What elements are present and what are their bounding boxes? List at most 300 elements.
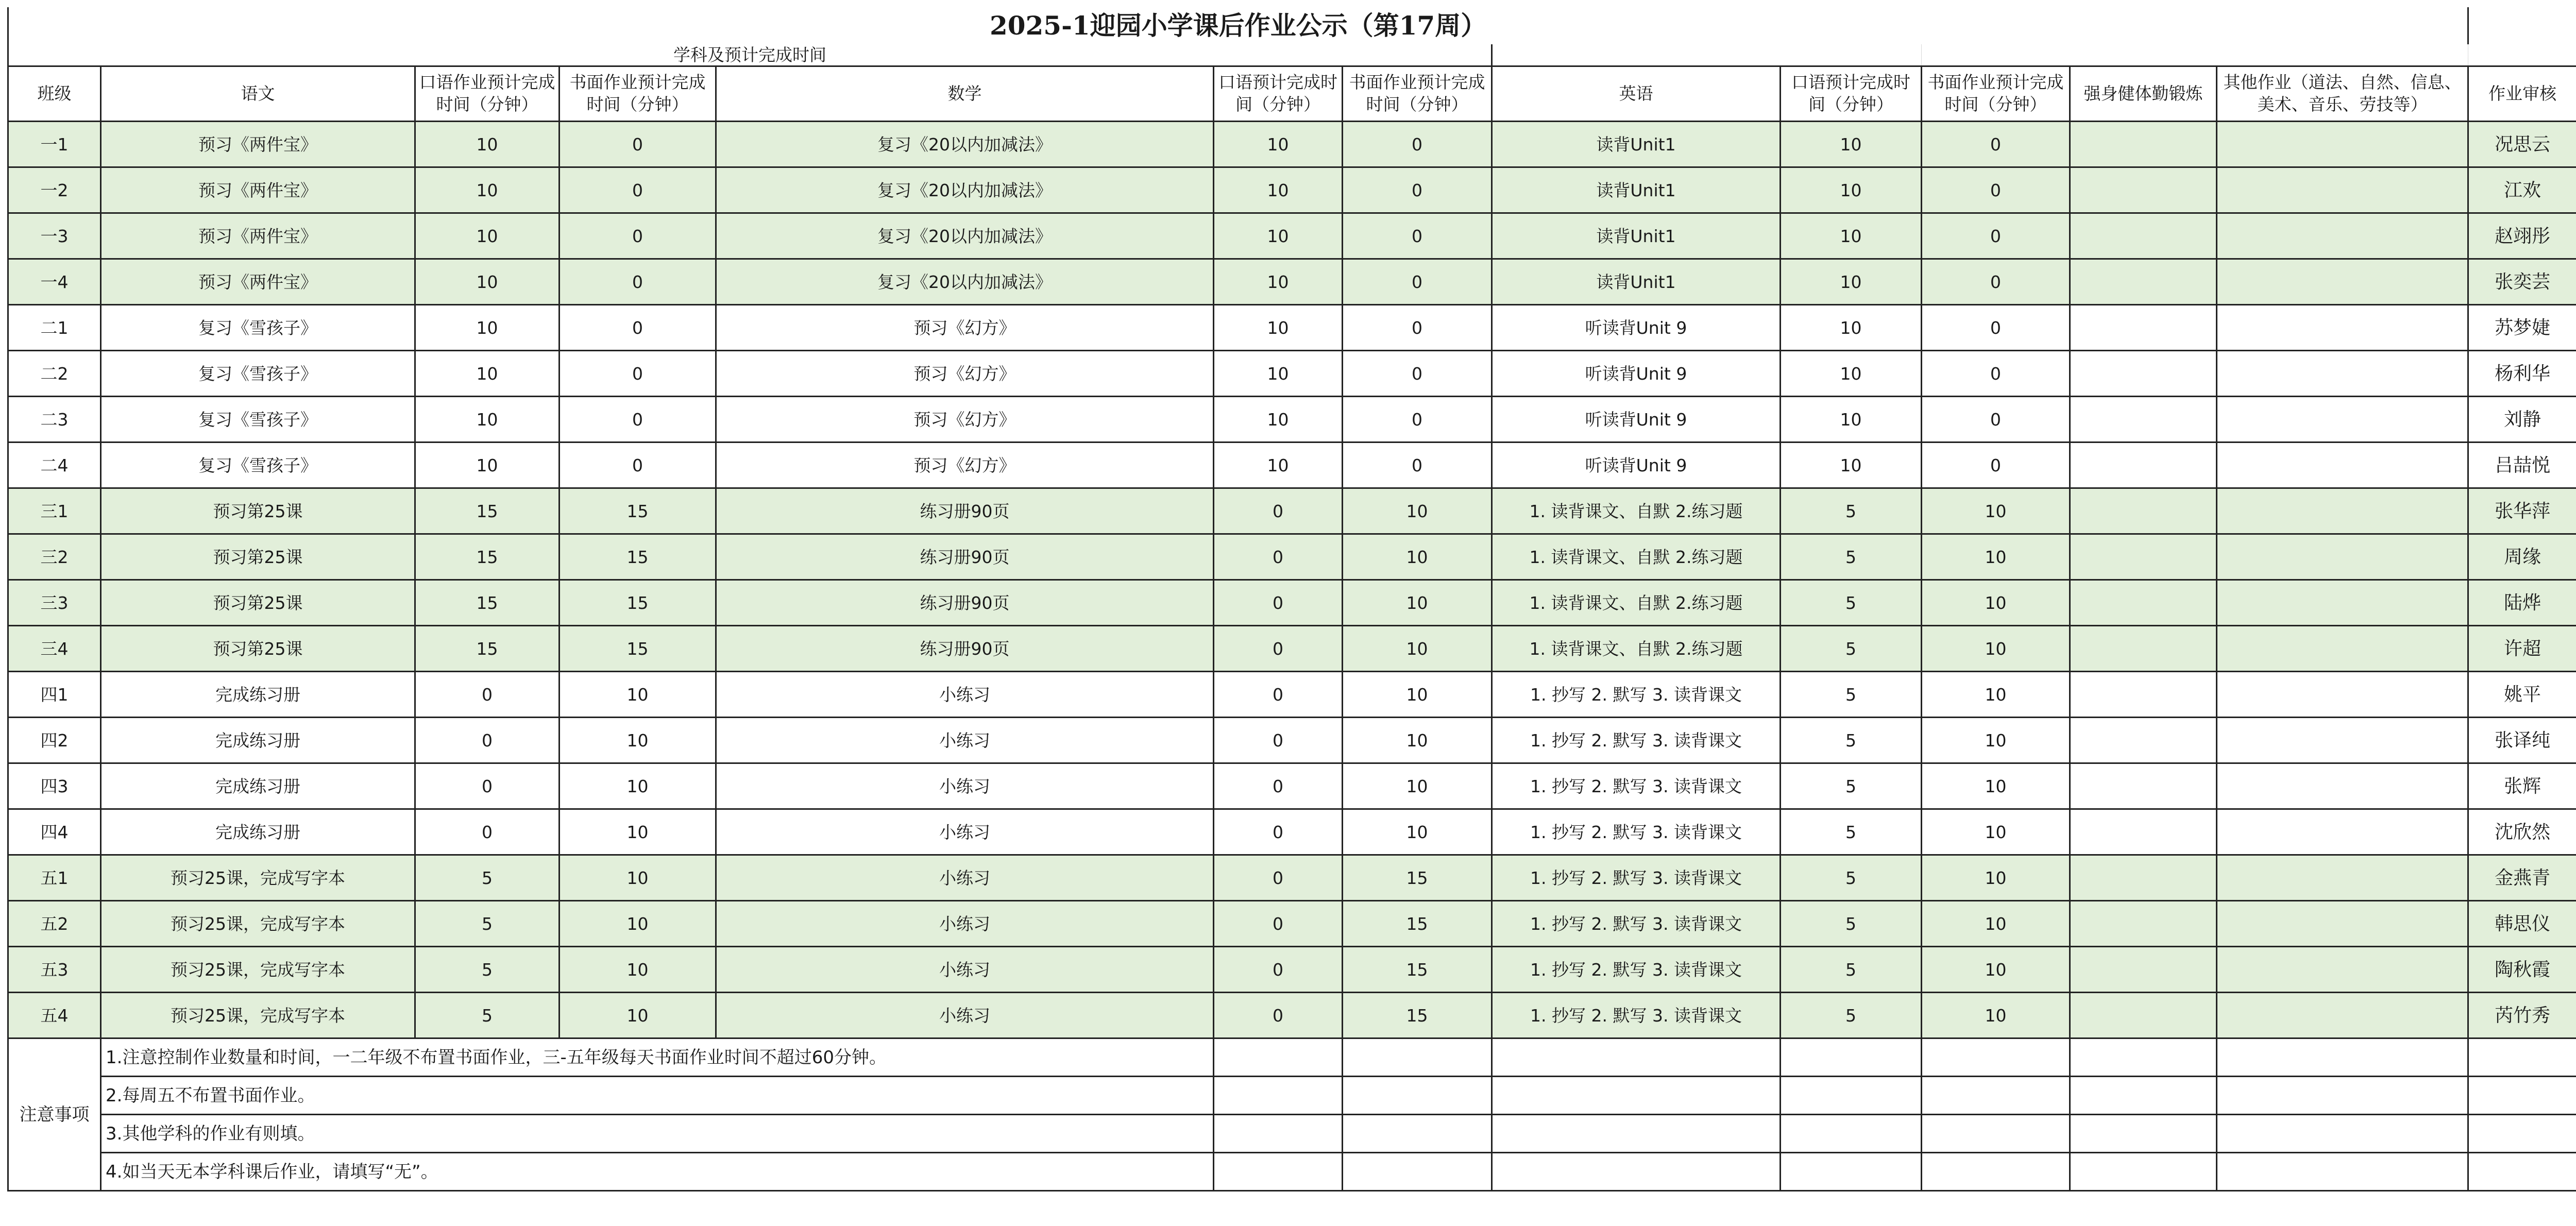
table-cell: 5 <box>415 901 560 947</box>
table-cell: 10 <box>1922 855 2070 901</box>
class-cell: 五3 <box>8 947 101 993</box>
table-cell: 15 <box>415 626 560 672</box>
table-cell: 10 <box>1781 442 1922 488</box>
table-cell: 5 <box>1781 763 1922 809</box>
table-cell: 小练习 <box>716 672 1214 718</box>
table-cell: 10 <box>1343 763 1492 809</box>
table-cell: 10 <box>1781 259 1922 305</box>
class-cell: 一3 <box>8 213 101 259</box>
reviewer-cell: 江欢 <box>2468 167 2576 213</box>
table-cell <box>2217 947 2468 993</box>
table-cell <box>2217 718 2468 763</box>
table-cell: 0 <box>1214 901 1343 947</box>
table-cell: 0 <box>415 718 560 763</box>
table-cell: 1. 读背课文、自默 2.练习题 <box>1492 580 1781 626</box>
table-cell <box>2217 580 2468 626</box>
table-cell: 复习《20以内加减法》 <box>716 259 1214 305</box>
table-cell: 15 <box>415 488 560 534</box>
note-text: 3.其他学科的作业有则填。 <box>101 1115 1214 1153</box>
table-cell: 0 <box>1214 947 1343 993</box>
note-text: 1.注意控制作业数量和时间，一二年级不布置书面作业，三-五年级每天书面作业时间不超过60分钟。 <box>101 1038 1214 1077</box>
table-row <box>8 855 2576 901</box>
table-cell: 0 <box>1922 213 2070 259</box>
table-cell: 0 <box>1343 397 1492 442</box>
class-cell: 三1 <box>8 488 101 534</box>
table-cell: 1. 抄写 2. 默写 3. 读背课文 <box>1492 718 1781 763</box>
table-cell <box>2217 993 2468 1038</box>
reviewer-cell: 沈欣然 <box>2468 809 2576 855</box>
note-blank-cell <box>2217 1038 2468 1077</box>
table-cell: 10 <box>415 167 560 213</box>
table-cell: 0 <box>1343 122 1492 167</box>
table-cell: 5 <box>415 993 560 1038</box>
table-cell: 5 <box>1781 672 1922 718</box>
reviewer-cell: 刘静 <box>2468 397 2576 442</box>
table-row <box>8 305 2576 351</box>
table-cell: 听读背Unit 9 <box>1492 351 1781 397</box>
table-cell: 10 <box>1781 305 1922 351</box>
table-cell: 15 <box>1343 947 1492 993</box>
table-cell: 15 <box>560 580 716 626</box>
table-cell: 15 <box>1343 993 1492 1038</box>
class-cell: 二2 <box>8 351 101 397</box>
table-cell <box>2070 213 2217 259</box>
note-row <box>8 1153 2576 1191</box>
reviewer-cell: 吕喆悦 <box>2468 442 2576 488</box>
class-cell: 一4 <box>8 259 101 305</box>
table-cell <box>2217 397 2468 442</box>
reviewer-cell: 况思云 <box>2468 122 2576 167</box>
table-cell: 5 <box>415 855 560 901</box>
table-row <box>8 672 2576 718</box>
table-cell: 5 <box>415 947 560 993</box>
table-cell: 预习《两件宝》 <box>101 213 415 259</box>
note-blank-cell <box>1492 1077 1781 1115</box>
table-row <box>8 259 2576 305</box>
reviewer-cell: 陆烨 <box>2468 580 2576 626</box>
table-cell: 预习《幻方》 <box>716 305 1214 351</box>
column-header: 语文 <box>101 66 415 122</box>
table-cell <box>2070 763 2217 809</box>
note-blank-cell <box>1343 1077 1492 1115</box>
table-cell: 10 <box>560 718 716 763</box>
table-cell <box>2217 259 2468 305</box>
table-cell: 10 <box>560 763 716 809</box>
table-cell: 复习《雪孩子》 <box>101 442 415 488</box>
class-cell: 三3 <box>8 580 101 626</box>
reviewer-cell: 张华萍 <box>2468 488 2576 534</box>
table-cell: 读背Unit1 <box>1492 167 1781 213</box>
table-cell: 练习册90页 <box>716 580 1214 626</box>
table-row <box>8 442 2576 488</box>
class-cell: 一1 <box>8 122 101 167</box>
table-cell: 10 <box>1781 122 1922 167</box>
table-row <box>8 993 2576 1038</box>
table-cell: 10 <box>1922 901 2070 947</box>
table-cell: 1. 抄写 2. 默写 3. 读背课文 <box>1492 855 1781 901</box>
table-cell <box>2070 305 2217 351</box>
table-cell: 复习《雪孩子》 <box>101 351 415 397</box>
table-cell: 预习25课，完成写字本 <box>101 901 415 947</box>
note-blank-cell <box>1922 1077 2070 1115</box>
column-header: 口语作业预计完成时间（分钟） <box>415 66 560 122</box>
class-cell: 五4 <box>8 993 101 1038</box>
table-cell: 预习《两件宝》 <box>101 122 415 167</box>
table-row <box>8 213 2576 259</box>
table-cell: 复习《雪孩子》 <box>101 397 415 442</box>
table-row <box>8 534 2576 580</box>
column-header: 作业审核 <box>2468 66 2576 122</box>
table-cell: 练习册90页 <box>716 626 1214 672</box>
table-cell: 0 <box>1343 442 1492 488</box>
table-cell <box>2217 672 2468 718</box>
note-blank-cell <box>1492 1115 1781 1153</box>
note-blank-cell <box>1781 1115 1922 1153</box>
table-cell: 读背Unit1 <box>1492 213 1781 259</box>
table-cell <box>2217 213 2468 259</box>
column-header: 口语预计完成时间（分钟） <box>1214 66 1343 122</box>
class-cell: 四3 <box>8 763 101 809</box>
table-cell <box>2070 122 2217 167</box>
note-blank-cell <box>2070 1038 2217 1077</box>
table-cell: 0 <box>415 809 560 855</box>
table-cell: 读背Unit1 <box>1492 122 1781 167</box>
table-cell: 15 <box>560 534 716 580</box>
column-header: 其他作业（道法、自然、信息、美术、音乐、劳技等） <box>2217 66 2468 122</box>
subheader-row <box>8 44 2576 66</box>
table-cell: 10 <box>1781 167 1922 213</box>
table-cell: 0 <box>560 305 716 351</box>
table-cell <box>2217 626 2468 672</box>
table-cell: 1. 读背课文、自默 2.练习题 <box>1492 626 1781 672</box>
table-cell: 10 <box>1214 351 1343 397</box>
subheader-blank-cell <box>1492 44 1922 66</box>
table-cell <box>2070 397 2217 442</box>
table-cell: 预习第25课 <box>101 626 415 672</box>
table-cell <box>2070 993 2217 1038</box>
table-cell: 0 <box>1343 259 1492 305</box>
note-row <box>8 1077 2576 1115</box>
note-blank-cell <box>1922 1153 2070 1191</box>
table-cell: 预习25课，完成写字本 <box>101 947 415 993</box>
table-cell: 10 <box>560 809 716 855</box>
table-cell: 5 <box>1781 534 1922 580</box>
table-cell: 0 <box>1922 305 2070 351</box>
table-row <box>8 947 2576 993</box>
table-cell <box>2070 580 2217 626</box>
class-cell: 四4 <box>8 809 101 855</box>
table-cell <box>2217 763 2468 809</box>
note-row <box>8 1038 2576 1077</box>
table-row <box>8 167 2576 213</box>
table-cell: 0 <box>1214 672 1343 718</box>
table-cell: 1. 读背课文、自默 2.练习题 <box>1492 534 1781 580</box>
table-cell: 10 <box>1781 397 1922 442</box>
table-cell: 0 <box>1922 259 2070 305</box>
table-cell <box>2070 488 2217 534</box>
table-cell: 15 <box>560 626 716 672</box>
table-cell <box>2070 947 2217 993</box>
table-cell: 10 <box>1781 351 1922 397</box>
note-blank-cell <box>2217 1077 2468 1115</box>
note-blank-cell <box>2070 1077 2217 1115</box>
table-cell: 1. 抄写 2. 默写 3. 读背课文 <box>1492 901 1781 947</box>
table-cell: 完成练习册 <box>101 718 415 763</box>
table-cell <box>2217 488 2468 534</box>
note-blank-cell <box>2217 1153 2468 1191</box>
note-blank-cell <box>1922 1038 2070 1077</box>
table-cell: 10 <box>560 672 716 718</box>
table-cell: 小练习 <box>716 809 1214 855</box>
table-cell: 15 <box>1343 901 1492 947</box>
reviewer-cell: 赵翊彤 <box>2468 213 2576 259</box>
table-cell <box>2070 259 2217 305</box>
table-cell: 15 <box>415 534 560 580</box>
table-cell: 预习25课，完成写字本 <box>101 855 415 901</box>
table-cell: 小练习 <box>716 855 1214 901</box>
table-cell: 10 <box>560 901 716 947</box>
reviewer-cell: 许超 <box>2468 626 2576 672</box>
reviewer-cell: 杨利华 <box>2468 351 2576 397</box>
table-cell: 10 <box>1922 626 2070 672</box>
table-body <box>8 7 2576 1191</box>
class-cell: 五1 <box>8 855 101 901</box>
reviewer-cell: 周缘 <box>2468 534 2576 580</box>
table-cell: 0 <box>1214 626 1343 672</box>
table-cell: 0 <box>1214 488 1343 534</box>
table-cell: 1. 抄写 2. 默写 3. 读背课文 <box>1492 672 1781 718</box>
subheader-text: 学科及预计完成时间 <box>8 44 1492 66</box>
table-cell: 1. 抄写 2. 默写 3. 读背课文 <box>1492 809 1781 855</box>
column-header: 英语 <box>1492 66 1781 122</box>
table-cell: 0 <box>560 122 716 167</box>
table-cell: 0 <box>560 397 716 442</box>
reviewer-cell: 金燕青 <box>2468 855 2576 901</box>
note-blank-cell <box>2468 1153 2576 1191</box>
reviewer-cell: 陶秋霞 <box>2468 947 2576 993</box>
table-cell: 10 <box>1214 305 1343 351</box>
reviewer-cell: 张辉 <box>2468 763 2576 809</box>
reviewer-cell: 张译纯 <box>2468 718 2576 763</box>
table-cell: 0 <box>1214 580 1343 626</box>
table-cell: 练习册90页 <box>716 534 1214 580</box>
table-cell: 10 <box>1214 397 1343 442</box>
table-cell: 10 <box>560 993 716 1038</box>
table-cell: 10 <box>560 947 716 993</box>
table-cell: 0 <box>1922 397 2070 442</box>
class-cell: 一2 <box>8 167 101 213</box>
table-row <box>8 122 2576 167</box>
table-cell <box>2217 442 2468 488</box>
column-header: 数学 <box>716 66 1214 122</box>
table-cell: 10 <box>1343 809 1492 855</box>
note-blank-cell <box>2468 1077 2576 1115</box>
table-cell: 10 <box>560 855 716 901</box>
table-row <box>8 809 2576 855</box>
note-blank-cell <box>1781 1038 1922 1077</box>
table-cell: 1. 抄写 2. 默写 3. 读背课文 <box>1492 993 1781 1038</box>
table-cell <box>2217 855 2468 901</box>
table-cell: 10 <box>415 305 560 351</box>
table-cell: 10 <box>1343 580 1492 626</box>
table-cell: 10 <box>1214 122 1343 167</box>
table-cell: 10 <box>1922 488 2070 534</box>
table-cell: 15 <box>1343 855 1492 901</box>
table-cell: 10 <box>1343 626 1492 672</box>
table-cell: 0 <box>560 167 716 213</box>
table-cell: 复习《20以内加减法》 <box>716 122 1214 167</box>
table-cell: 10 <box>415 213 560 259</box>
table-cell <box>2217 167 2468 213</box>
note-blank-cell <box>1214 1038 1343 1077</box>
table-cell <box>2070 626 2217 672</box>
table-cell: 1. 读背课文、自默 2.练习题 <box>1492 488 1781 534</box>
table-cell: 预习《幻方》 <box>716 442 1214 488</box>
column-header-row <box>8 66 2576 122</box>
table-cell: 10 <box>1922 718 2070 763</box>
note-blank-cell <box>2468 1115 2576 1153</box>
note-blank-cell <box>2070 1153 2217 1191</box>
table-cell: 0 <box>1343 167 1492 213</box>
column-header: 书面作业预计完成时间（分钟） <box>560 66 716 122</box>
table-cell: 5 <box>1781 488 1922 534</box>
table-cell: 完成练习册 <box>101 672 415 718</box>
table-cell: 5 <box>1781 993 1922 1038</box>
table-cell: 10 <box>1922 534 2070 580</box>
table-cell: 0 <box>560 442 716 488</box>
table-cell: 10 <box>1343 718 1492 763</box>
table-cell: 0 <box>560 213 716 259</box>
table-cell: 5 <box>1781 855 1922 901</box>
page-title: 2025-1迎园小学课后作业公示（第17周） <box>8 7 2468 44</box>
reviewer-cell: 苏梦婕 <box>2468 305 2576 351</box>
table-cell: 预习25课，完成写字本 <box>101 993 415 1038</box>
table-cell <box>2217 534 2468 580</box>
column-header: 书面作业预计完成时间（分钟） <box>1343 66 1492 122</box>
table-cell: 10 <box>1922 580 2070 626</box>
table-cell: 10 <box>415 397 560 442</box>
table-cell: 复习《雪孩子》 <box>101 305 415 351</box>
class-cell: 三4 <box>8 626 101 672</box>
note-blank-cell <box>2217 1115 2468 1153</box>
note-blank-cell <box>2468 1038 2576 1077</box>
table-cell: 练习册90页 <box>716 488 1214 534</box>
table-cell: 10 <box>1214 442 1343 488</box>
table-cell: 10 <box>1781 213 1922 259</box>
table-cell: 10 <box>1343 488 1492 534</box>
table-row <box>8 397 2576 442</box>
note-blank-cell <box>1781 1077 1922 1115</box>
class-cell: 三2 <box>8 534 101 580</box>
table-cell <box>2070 351 2217 397</box>
note-blank-cell <box>1492 1038 1781 1077</box>
note-blank-cell <box>1214 1153 1343 1191</box>
table-cell: 预习《两件宝》 <box>101 167 415 213</box>
column-header: 口语预计完成时间（分钟） <box>1781 66 1922 122</box>
table-cell: 10 <box>1343 534 1492 580</box>
column-header: 书面作业预计完成时间（分钟） <box>1922 66 2070 122</box>
table-cell: 0 <box>1343 213 1492 259</box>
table-cell: 10 <box>1922 672 2070 718</box>
table-cell <box>2070 534 2217 580</box>
subheader-blank-cell <box>1922 44 2468 66</box>
table-cell: 5 <box>1781 718 1922 763</box>
note-blank-cell <box>1214 1115 1343 1153</box>
table-cell: 预习第25课 <box>101 580 415 626</box>
table-cell: 10 <box>1343 672 1492 718</box>
table-cell: 5 <box>1781 901 1922 947</box>
column-header: 班级 <box>8 66 101 122</box>
homework-table <box>7 7 2576 1191</box>
table-cell <box>2070 672 2217 718</box>
table-cell: 听读背Unit 9 <box>1492 442 1781 488</box>
note-row <box>8 1115 2576 1153</box>
table-cell: 预习《两件宝》 <box>101 259 415 305</box>
table-cell: 完成练习册 <box>101 763 415 809</box>
table-row <box>8 763 2576 809</box>
table-cell: 5 <box>1781 947 1922 993</box>
notes-label: 注意事项 <box>8 1038 101 1191</box>
table-cell: 预习《幻方》 <box>716 397 1214 442</box>
table-cell: 15 <box>415 580 560 626</box>
table-cell: 0 <box>1214 763 1343 809</box>
table-cell: 预习第25课 <box>101 488 415 534</box>
table-cell: 0 <box>1214 993 1343 1038</box>
title-corner-cell <box>2468 7 2576 44</box>
table-cell: 10 <box>415 351 560 397</box>
table-cell <box>2070 442 2217 488</box>
table-cell: 完成练习册 <box>101 809 415 855</box>
table-cell: 15 <box>560 488 716 534</box>
table-cell: 小练习 <box>716 993 1214 1038</box>
table-cell: 0 <box>415 672 560 718</box>
table-cell: 0 <box>1214 534 1343 580</box>
table-cell: 0 <box>1343 305 1492 351</box>
reviewer-cell: 芮竹秀 <box>2468 993 2576 1038</box>
note-text: 2.每周五不布置书面作业。 <box>101 1077 1214 1115</box>
table-cell: 0 <box>1343 351 1492 397</box>
reviewer-cell: 张奕芸 <box>2468 259 2576 305</box>
note-blank-cell <box>1922 1115 2070 1153</box>
table-cell: 预习《幻方》 <box>716 351 1214 397</box>
note-blank-cell <box>1492 1153 1781 1191</box>
subheader-blank-cell <box>2468 44 2576 66</box>
table-cell: 0 <box>1922 122 2070 167</box>
column-header: 强身健体勤锻炼 <box>2070 66 2217 122</box>
table-cell: 10 <box>1922 993 2070 1038</box>
table-cell: 10 <box>1214 213 1343 259</box>
table-cell: 小练习 <box>716 718 1214 763</box>
table-cell: 小练习 <box>716 901 1214 947</box>
table-cell: 0 <box>1214 809 1343 855</box>
table-cell: 0 <box>560 259 716 305</box>
table-cell: 听读背Unit 9 <box>1492 305 1781 351</box>
table-cell: 读背Unit1 <box>1492 259 1781 305</box>
reviewer-cell: 姚平 <box>2468 672 2576 718</box>
table-cell: 0 <box>1922 442 2070 488</box>
table-cell: 0 <box>1214 718 1343 763</box>
table-cell <box>2070 855 2217 901</box>
table-cell: 10 <box>1922 947 2070 993</box>
table-cell: 0 <box>1922 167 2070 213</box>
table-cell: 1. 抄写 2. 默写 3. 读背课文 <box>1492 763 1781 809</box>
table-cell: 小练习 <box>716 763 1214 809</box>
table-cell: 小练习 <box>716 947 1214 993</box>
table-row <box>8 718 2576 763</box>
class-cell: 四2 <box>8 718 101 763</box>
table-cell <box>2217 122 2468 167</box>
table-cell: 10 <box>415 442 560 488</box>
